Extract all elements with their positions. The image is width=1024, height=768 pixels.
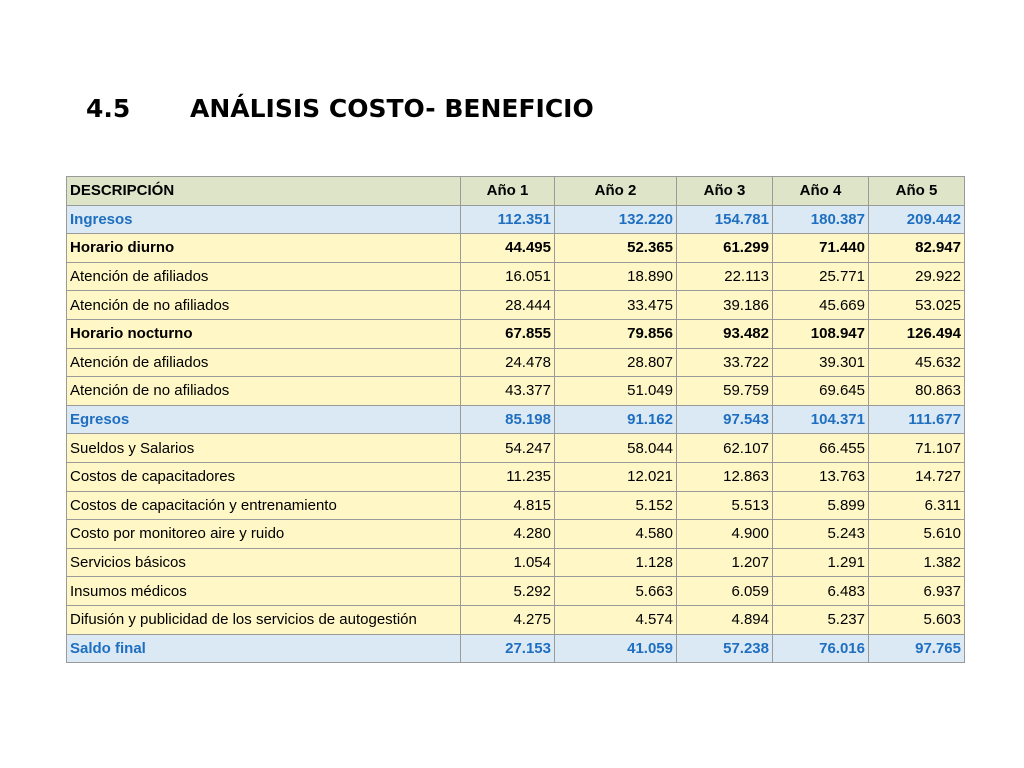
column-header-year-4: Año 4 (773, 177, 869, 206)
year-1-value: 4.280 (461, 520, 555, 549)
table-row (67, 634, 965, 663)
year-2-value: 79.856 (555, 319, 677, 348)
table-row (67, 520, 965, 549)
table-row (67, 548, 965, 577)
year-3-value: 4.894 (677, 605, 773, 634)
year-4-value: 108.947 (773, 319, 869, 348)
year-1-value: 43.377 (461, 377, 555, 406)
table-body (67, 205, 965, 663)
row-label: Saldo final (67, 634, 461, 663)
row-label: Sueldos y Salarios (67, 434, 461, 463)
year-1-value: 1.054 (461, 548, 555, 577)
year-4-value: 69.645 (773, 377, 869, 406)
year-2-value: 4.580 (555, 520, 677, 549)
year-4-value: 5.237 (773, 605, 869, 634)
year-5-value: 45.632 (869, 348, 965, 377)
year-5-value: 6.311 (869, 491, 965, 520)
year-3-value: 39.186 (677, 291, 773, 320)
year-5-value: 209.442 (869, 205, 965, 234)
row-label: Servicios básicos (67, 548, 461, 577)
year-3-value: 33.722 (677, 348, 773, 377)
table-row (67, 262, 965, 291)
year-2-value: 132.220 (555, 205, 677, 234)
year-5-value: 14.727 (869, 462, 965, 491)
table-row (67, 462, 965, 491)
year-2-value: 5.152 (555, 491, 677, 520)
year-5-value: 111.677 (869, 405, 965, 434)
year-4-value: 25.771 (773, 262, 869, 291)
column-header-description: DESCRIPCIÓN (67, 177, 461, 206)
year-3-value: 57.238 (677, 634, 773, 663)
year-1-value: 11.235 (461, 462, 555, 491)
year-5-value: 5.610 (869, 520, 965, 549)
row-label: Atención de afiliados (67, 348, 461, 377)
row-label: Insumos médicos (67, 577, 461, 606)
year-4-value: 13.763 (773, 462, 869, 491)
year-2-value: 5.663 (555, 577, 677, 606)
year-5-value: 82.947 (869, 234, 965, 263)
year-5-value: 29.922 (869, 262, 965, 291)
year-3-value: 62.107 (677, 434, 773, 463)
year-2-value: 1.128 (555, 548, 677, 577)
row-label: Atención de afiliados (67, 262, 461, 291)
year-1-value: 5.292 (461, 577, 555, 606)
year-2-value: 18.890 (555, 262, 677, 291)
year-3-value: 12.863 (677, 462, 773, 491)
year-4-value: 66.455 (773, 434, 869, 463)
table-row (67, 577, 965, 606)
year-2-value: 91.162 (555, 405, 677, 434)
year-1-value: 28.444 (461, 291, 555, 320)
year-5-value: 71.107 (869, 434, 965, 463)
table-row (67, 291, 965, 320)
year-4-value: 71.440 (773, 234, 869, 263)
year-3-value: 6.059 (677, 577, 773, 606)
table-row (67, 319, 965, 348)
table-header-row (67, 177, 965, 206)
table-row (67, 234, 965, 263)
year-1-value: 44.495 (461, 234, 555, 263)
year-2-value: 41.059 (555, 634, 677, 663)
table-row (67, 205, 965, 234)
row-label: Costos de capacitadores (67, 462, 461, 491)
year-4-value: 45.669 (773, 291, 869, 320)
row-label: Atención de no afiliados (67, 377, 461, 406)
year-5-value: 97.765 (869, 634, 965, 663)
column-header-year-1: Año 1 (461, 177, 555, 206)
year-2-value: 4.574 (555, 605, 677, 634)
year-4-value: 180.387 (773, 205, 869, 234)
year-2-value: 33.475 (555, 291, 677, 320)
row-label: Costo por monitoreo aire y ruido (67, 520, 461, 549)
year-3-value: 22.113 (677, 262, 773, 291)
row-label: Horario nocturno (67, 319, 461, 348)
column-header-year-3: Año 3 (677, 177, 773, 206)
row-label: Costos de capacitación y entrenamiento (67, 491, 461, 520)
row-label: Ingresos (67, 205, 461, 234)
table-row (67, 434, 965, 463)
year-4-value: 6.483 (773, 577, 869, 606)
year-4-value: 76.016 (773, 634, 869, 663)
year-3-value: 97.543 (677, 405, 773, 434)
table-row (67, 377, 965, 406)
year-3-value: 93.482 (677, 319, 773, 348)
table-row (67, 491, 965, 520)
section-number: 4.5 (86, 94, 131, 123)
year-3-value: 5.513 (677, 491, 773, 520)
year-5-value: 53.025 (869, 291, 965, 320)
year-1-value: 112.351 (461, 205, 555, 234)
year-2-value: 12.021 (555, 462, 677, 491)
row-label: Egresos (67, 405, 461, 434)
table-row (67, 405, 965, 434)
year-1-value: 85.198 (461, 405, 555, 434)
year-3-value: 59.759 (677, 377, 773, 406)
year-3-value: 61.299 (677, 234, 773, 263)
table-row (67, 605, 965, 634)
year-1-value: 27.153 (461, 634, 555, 663)
year-4-value: 104.371 (773, 405, 869, 434)
year-1-value: 4.815 (461, 491, 555, 520)
row-label: Horario diurno (67, 234, 461, 263)
cost-benefit-table (66, 176, 965, 663)
year-3-value: 4.900 (677, 520, 773, 549)
year-4-value: 39.301 (773, 348, 869, 377)
table-row (67, 348, 965, 377)
row-label: Difusión y publicidad de los servicios de autogestión (67, 605, 461, 634)
year-2-value: 51.049 (555, 377, 677, 406)
year-1-value: 67.855 (461, 319, 555, 348)
year-5-value: 126.494 (869, 319, 965, 348)
column-header-year-5: Año 5 (869, 177, 965, 206)
year-1-value: 16.051 (461, 262, 555, 291)
year-4-value: 1.291 (773, 548, 869, 577)
year-2-value: 52.365 (555, 234, 677, 263)
year-5-value: 5.603 (869, 605, 965, 634)
column-header-year-2: Año 2 (555, 177, 677, 206)
section-title-text: ANÁLISIS COSTO- BENEFICIO (190, 94, 594, 123)
year-4-value: 5.243 (773, 520, 869, 549)
year-3-value: 1.207 (677, 548, 773, 577)
year-2-value: 28.807 (555, 348, 677, 377)
year-4-value: 5.899 (773, 491, 869, 520)
year-5-value: 80.863 (869, 377, 965, 406)
year-1-value: 54.247 (461, 434, 555, 463)
slide-title (86, 94, 594, 123)
row-label: Atención de no afiliados (67, 291, 461, 320)
year-5-value: 6.937 (869, 577, 965, 606)
year-5-value: 1.382 (869, 548, 965, 577)
year-3-value: 154.781 (677, 205, 773, 234)
year-1-value: 24.478 (461, 348, 555, 377)
year-2-value: 58.044 (555, 434, 677, 463)
year-1-value: 4.275 (461, 605, 555, 634)
